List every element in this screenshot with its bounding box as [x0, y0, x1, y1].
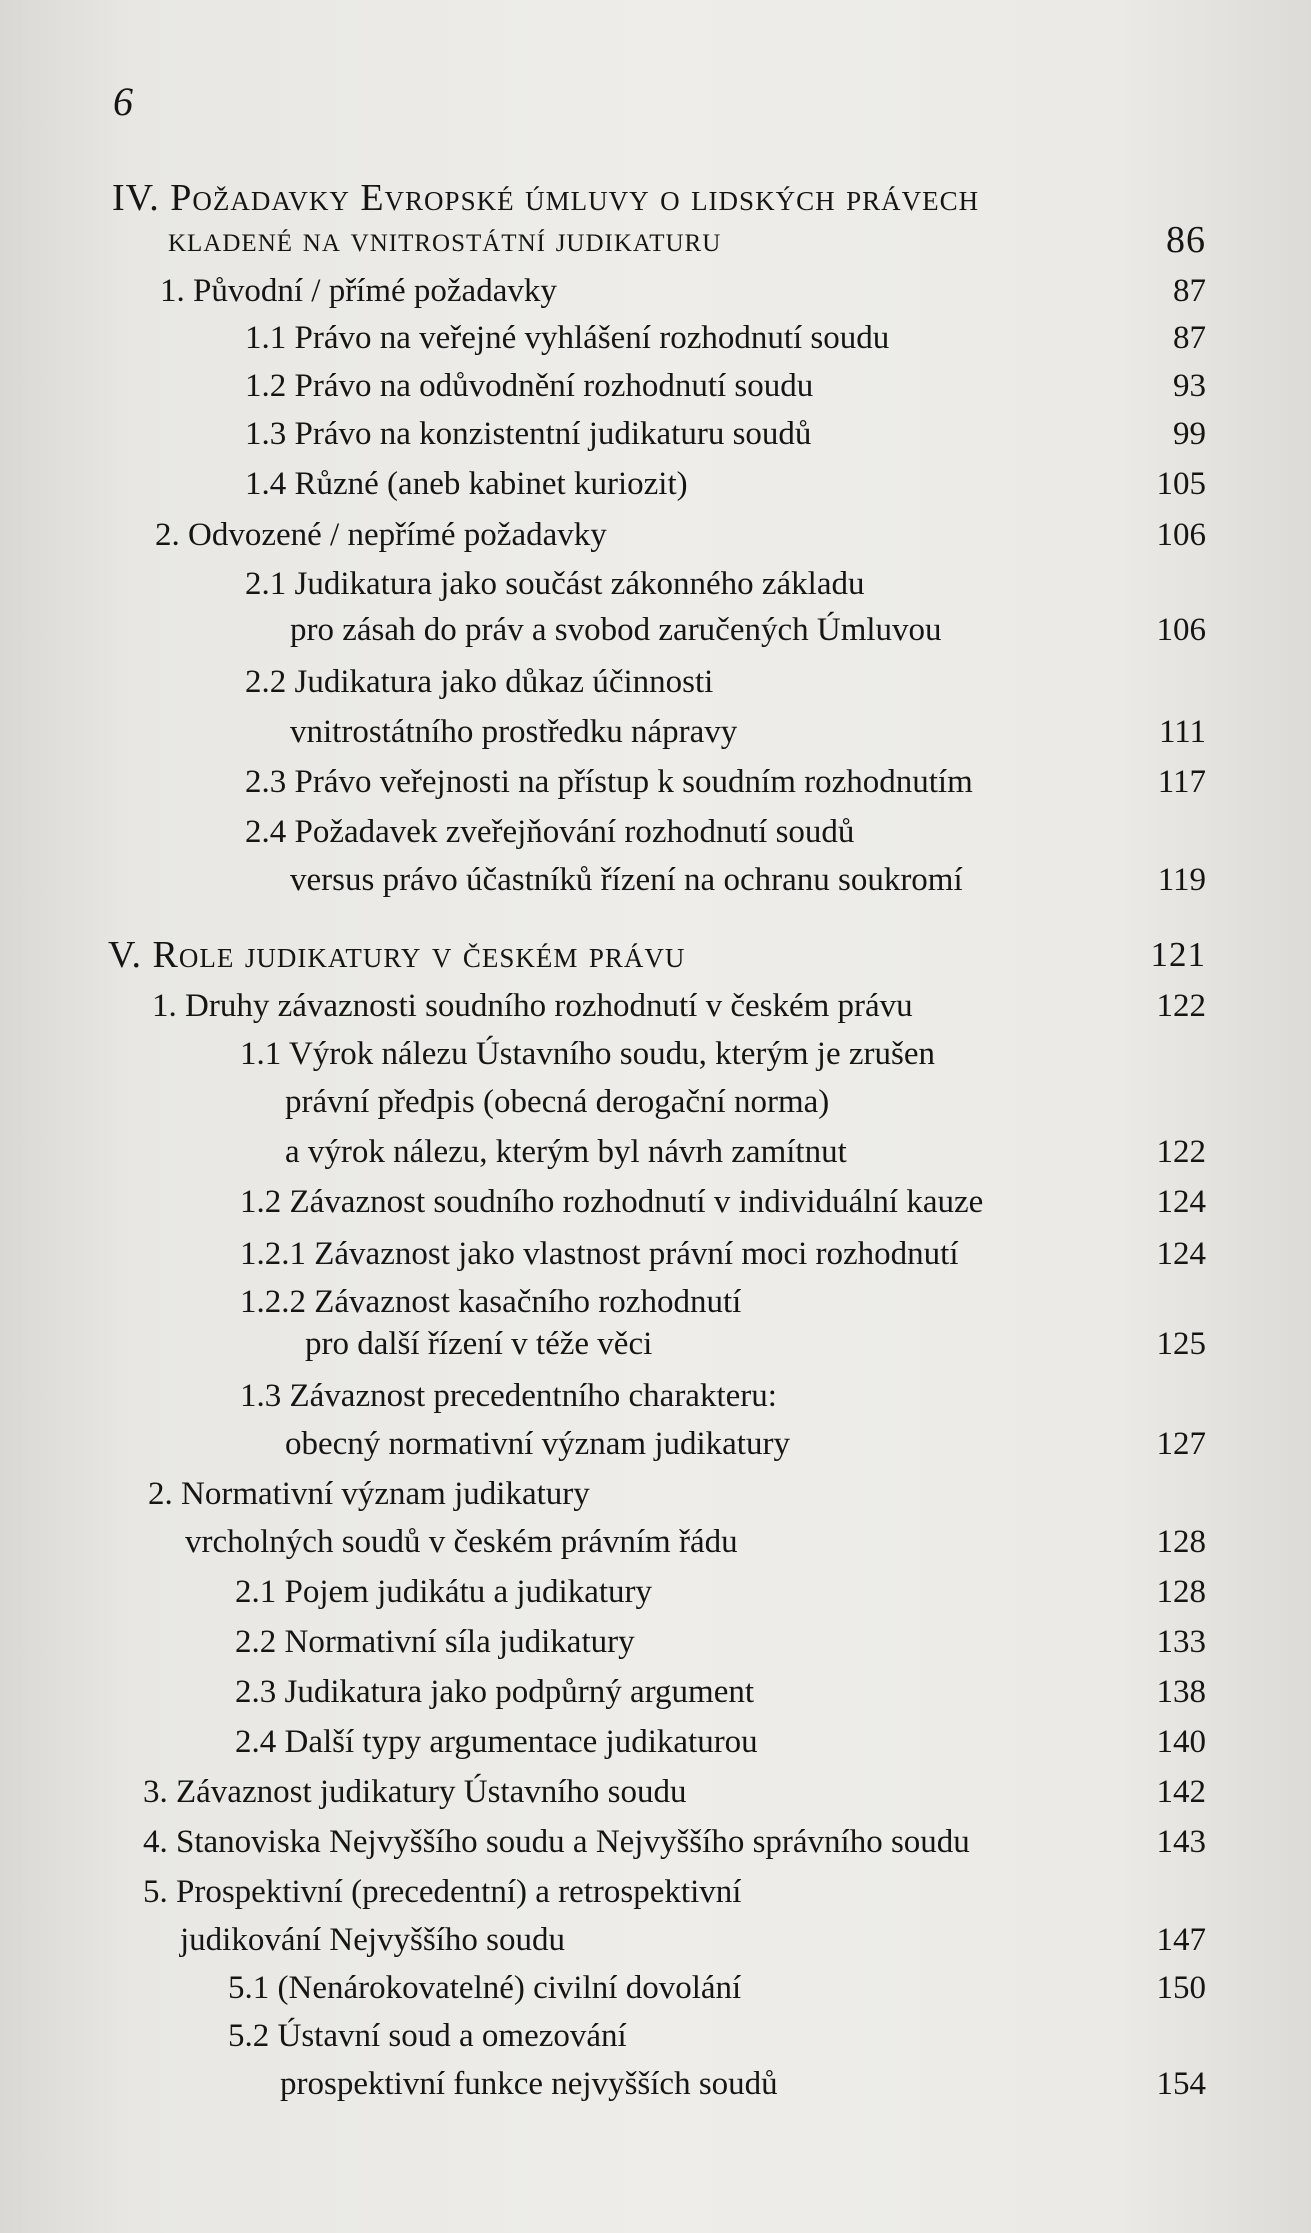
toc-entry-page: 121 [1150, 935, 1206, 974]
toc-entry [0, 1570, 1311, 1614]
toc-entry [0, 269, 1311, 313]
toc-entry-title: judikování Nejvyššího soudu [180, 1922, 565, 1958]
toc-entry [0, 1130, 1311, 1174]
toc-entry-title: 1.2 Právo na odůvodnění rozhodnutí soudu [245, 368, 814, 404]
toc-entry [0, 1322, 1311, 1366]
toc-entry [0, 984, 1311, 1028]
toc-entry-title: 3. Závaznost judikatury Ústavního soudu [143, 1774, 687, 1810]
toc-entry [0, 660, 1311, 704]
toc-entry-page: 150 [1156, 1970, 1206, 2006]
toc-entry-page: 122 [1156, 988, 1206, 1024]
toc-entry [0, 412, 1311, 456]
toc-entry [0, 562, 1311, 606]
toc-entry-title: 1.1 Výrok nálezu Ústavního soudu, kterým je zrušen [240, 1036, 935, 1072]
toc-entry [0, 1080, 1311, 1124]
toc-entry-page: 147 [1156, 1922, 1206, 1958]
toc-entry-title: 2. Normativní význam judikatury [148, 1476, 590, 1512]
toc-entry [0, 810, 1311, 854]
toc-entry-page: 87 [1173, 320, 1206, 356]
toc-entry-page: 127 [1156, 1426, 1206, 1462]
toc-entry-page: 128 [1156, 1524, 1206, 1560]
toc-entry-title: 2.1 Judikatura jako součást zákonného základu [245, 566, 865, 602]
toc-entry-title: 5. Prospektivní (precedentní) a retrospektivní [143, 1874, 742, 1910]
toc-entry-title: 2.2 Judikatura jako důkaz účinnosti [245, 664, 714, 700]
toc-entry [0, 1232, 1311, 1276]
toc-entry [0, 710, 1311, 754]
toc-entry-page: 133 [1156, 1624, 1206, 1660]
toc-entry-page: 140 [1156, 1724, 1206, 1760]
toc-entry-page: 143 [1156, 1824, 1206, 1860]
toc-entry [0, 1032, 1311, 1076]
toc-entry-page: 106 [1156, 517, 1206, 553]
toc-entry [0, 1670, 1311, 1714]
toc-entry-title: obecný normativní význam judikatury [285, 1426, 790, 1462]
toc-entry [0, 462, 1311, 506]
toc-entry-page: 154 [1156, 2066, 1206, 2102]
toc-entry-title: 1.1 Právo na veřejné vyhlášení rozhodnutí soudu [245, 320, 890, 356]
toc-entry [0, 1918, 1311, 1962]
toc-entry-page: 87 [1173, 273, 1206, 309]
toc-entry-title: 2. Odvozené / nepřímé požadavky [155, 517, 607, 553]
toc-entry-title: 1.2.1 Závaznost jako vlastnost právní moci rozhodnutí [240, 1236, 959, 1272]
toc-entry-title: 4. Stanoviska Nejvyššího soudu a Nejvyššího správního soudu [143, 1824, 970, 1860]
toc-entry [0, 1770, 1311, 1814]
toc-entry-title: 2.3 Judikatura jako podpůrný argument [235, 1674, 755, 1710]
toc-entry-title: 1.2 Závaznost soudního rozhodnutí v individuální kauze [240, 1184, 984, 1220]
toc-entry-title: právní předpis (obecná derogační norma) [285, 1084, 830, 1120]
toc-entry-title: pro další řízení v téže věci [305, 1326, 653, 1362]
toc-entry-page: 124 [1156, 1236, 1206, 1272]
toc-entry-page: 122 [1156, 1134, 1206, 1170]
toc-entry-title: 5.2 Ústavní soud a omezování [228, 2018, 627, 2054]
toc-entry-title: kladené na vnitrostátní judikaturu [168, 220, 722, 259]
toc-entry [0, 1374, 1311, 1418]
toc-entry-page: 99 [1173, 416, 1206, 452]
toc-entry-page: 142 [1156, 1774, 1206, 1810]
toc-section-heading [0, 218, 1311, 262]
toc-entry-page: 119 [1157, 862, 1206, 898]
toc-entry-title: 1.2.2 Závaznost kasačního rozhodnutí [240, 1284, 742, 1320]
toc-entry-title: IV. Požadavky Evropské úmluvy o lidských právech [112, 177, 980, 219]
toc-entry-title: 2.1 Pojem judikátu a judikatury [235, 1574, 653, 1610]
toc-entry [0, 1520, 1311, 1564]
toc-entry [0, 1820, 1311, 1864]
toc-entry-title: a výrok nálezu, kterým byl návrh zamítnut [285, 1134, 847, 1170]
toc-entry-title: 2.3 Právo veřejnosti na přístup k soudním rozhodnutím [245, 764, 973, 800]
toc-entry [0, 1472, 1311, 1516]
toc-entry-title: versus právo účastníků řízení na ochranu soukromí [290, 862, 963, 898]
toc-entry-page: 117 [1157, 764, 1206, 800]
toc-entry-page: 105 [1156, 466, 1206, 502]
toc-entry [0, 1180, 1311, 1224]
toc-section-heading [0, 176, 1311, 220]
toc-entry-title: 5.1 (Nenárokovatelné) civilní dovolání [228, 1970, 742, 2006]
toc-entry-title: 1. Druhy závaznosti soudního rozhodnutí v českém právu [152, 988, 913, 1024]
toc-entry-title: 2.4 Další typy argumentace judikaturou [235, 1724, 758, 1760]
toc-entry [0, 858, 1311, 902]
toc-entry-page: 124 [1156, 1184, 1206, 1220]
toc-entry [0, 2014, 1311, 2058]
toc-entry-title: V. Role judikatury v českém právu [108, 934, 686, 976]
toc-entry [0, 1966, 1311, 2010]
toc-entry-title: 2.2 Normativní síla judikatury [235, 1624, 635, 1660]
toc-entry-title: 2.4 Požadavek zveřejňování rozhodnutí soudů [245, 814, 855, 850]
toc-entry-title: prospektivní funkce nejvyšších soudů [280, 2066, 778, 2102]
toc-entry [0, 1280, 1311, 1324]
toc-entry-page: 86 [1166, 219, 1206, 261]
toc-entry [0, 1720, 1311, 1764]
toc-entry-title: 1.3 Právo na konzistentní judikaturu soudů [245, 416, 812, 452]
toc-entry [0, 1422, 1311, 1466]
toc-entry [0, 364, 1311, 408]
toc-entry-page: 128 [1156, 1574, 1206, 1610]
toc-entry [0, 608, 1311, 652]
toc-entry-title: vrcholných soudů v českém právním řádu [185, 1524, 738, 1560]
toc-entry [0, 1620, 1311, 1664]
toc-entry-page: 125 [1156, 1326, 1206, 1362]
toc-entry-page: 138 [1156, 1674, 1206, 1710]
toc-entry [0, 316, 1311, 360]
toc-entry-page: 106 [1156, 612, 1206, 648]
toc-entry [0, 760, 1311, 804]
toc-entry-page: 111 [1158, 714, 1206, 750]
toc-entry [0, 1870, 1311, 1914]
toc-section-heading [0, 933, 1311, 977]
toc-entry [0, 513, 1311, 557]
page-number: 6 [113, 79, 133, 124]
toc-entry-title: pro zásah do práv a svobod zaručených Úmluvou [290, 612, 942, 648]
toc-entry-title: vnitrostátního prostředku nápravy [290, 714, 738, 750]
toc-entry-page: 93 [1173, 368, 1206, 404]
toc-entry-title: 1.3 Závaznost precedentního charakteru: [240, 1378, 777, 1414]
toc-entry-title: 1.4 Různé (aneb kabinet kuriozit) [245, 466, 688, 502]
toc-entry [0, 2062, 1311, 2106]
toc-entry-title: 1. Původní / přímé požadavky [160, 273, 557, 309]
